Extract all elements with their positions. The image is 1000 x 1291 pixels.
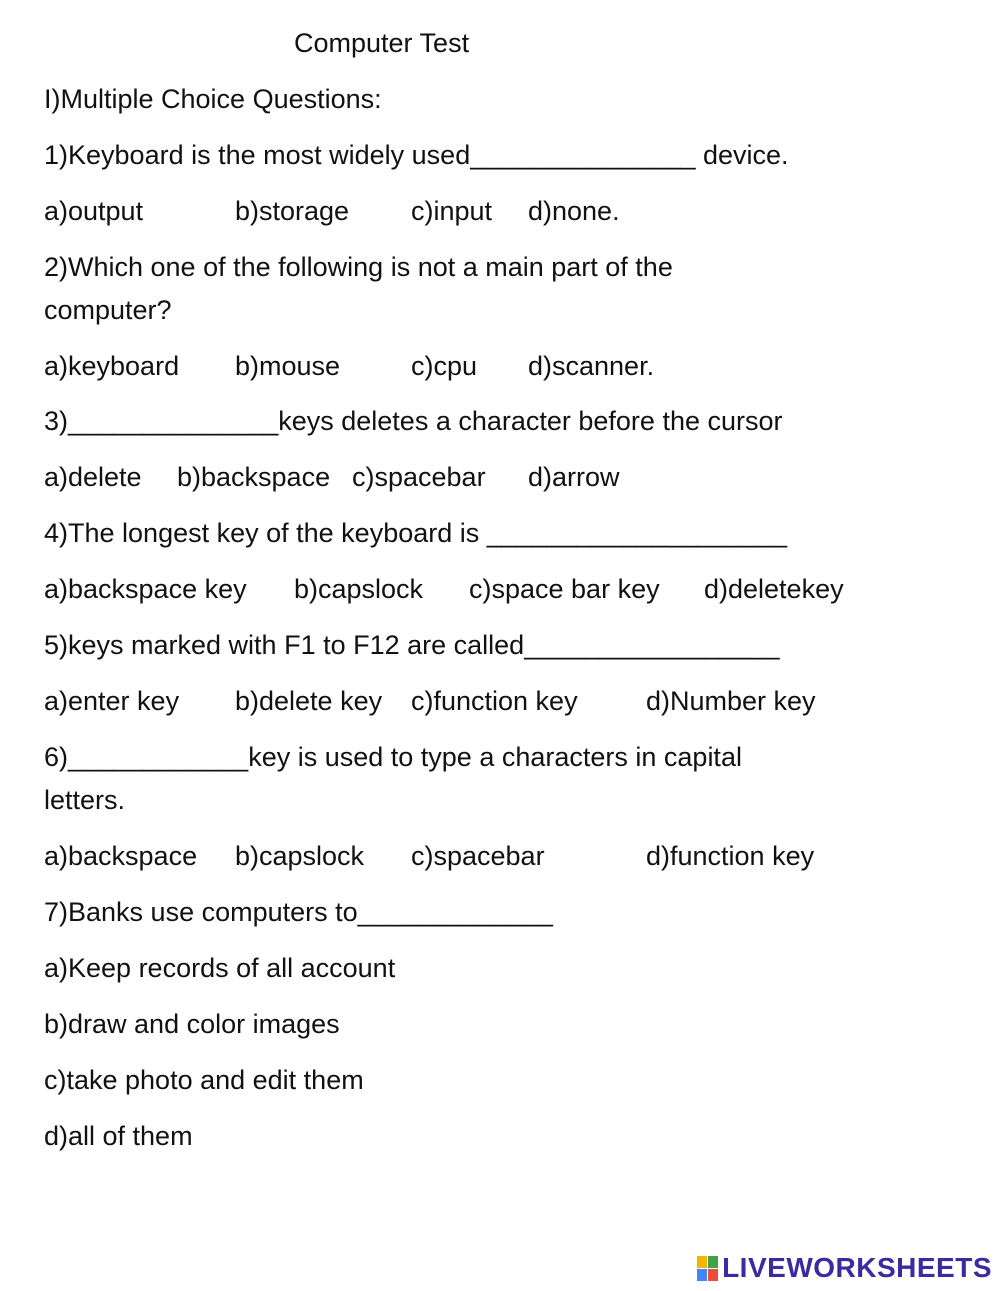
option-a[interactable]: a)enter key — [44, 686, 180, 716]
option-a[interactable]: a)output — [44, 196, 144, 226]
option-b[interactable]: b)mouse — [235, 351, 341, 381]
logo-text: LIVEWORKSHEETS — [722, 1252, 992, 1283]
logo-mark-icon — [697, 1256, 718, 1281]
option-b[interactable]: b)capslock — [294, 574, 424, 604]
option-d[interactable]: d)deletekey — [704, 574, 844, 604]
question-2: 2)Which one of the following is not a main part of the — [44, 252, 673, 282]
logo-square — [697, 1256, 707, 1268]
question-3: 3)______________keys deletes a character before the cursor — [44, 406, 783, 436]
option-b[interactable]: b)delete key — [235, 686, 383, 716]
option-a[interactable]: a)backspace key — [44, 574, 247, 604]
option-a[interactable]: a)Keep records of all account — [44, 953, 396, 983]
option-d[interactable]: d)arrow — [528, 462, 620, 492]
option-c[interactable]: c)input — [411, 196, 493, 226]
question-4: 4)The longest key of the keyboard is ____________________ — [44, 518, 788, 548]
option-a[interactable]: a)delete — [44, 462, 142, 492]
option-c[interactable]: c)spacebar — [352, 462, 486, 492]
option-d[interactable]: d)function key — [646, 841, 815, 871]
question-2-continued: computer? — [44, 295, 172, 325]
question-5: 5)keys marked with F1 to F12 are called_________________ — [44, 630, 780, 660]
option-a[interactable]: a)keyboard — [44, 351, 180, 381]
option-a[interactable]: a)backspace — [44, 841, 198, 871]
option-c[interactable]: c)cpu — [411, 351, 478, 381]
question-6: 6)____________key is used to type a characters in capital — [44, 742, 742, 772]
logo-square — [708, 1256, 718, 1268]
section-heading: I)Multiple Choice Questions: — [44, 84, 382, 114]
logo-square — [708, 1269, 718, 1281]
option-b[interactable]: b)backspace — [177, 462, 331, 492]
page-title: Computer Test — [294, 28, 470, 58]
option-c[interactable]: c)take photo and edit them — [44, 1065, 364, 1095]
option-c[interactable]: c)function key — [411, 686, 578, 716]
question-1: 1)Keyboard is the most widely used_______________ device. — [44, 140, 789, 170]
option-d[interactable]: d)scanner. — [528, 351, 655, 381]
option-c[interactable]: c)space bar key — [469, 574, 660, 604]
option-d[interactable]: d)Number key — [646, 686, 816, 716]
option-d[interactable]: d)none. — [528, 196, 620, 226]
liveworksheets-logo — [697, 1251, 992, 1285]
question-6-continued: letters. — [44, 785, 126, 815]
option-b[interactable]: b)draw and color images — [44, 1009, 340, 1039]
option-b[interactable]: b)storage — [235, 196, 350, 226]
question-7: 7)Banks use computers to_____________ — [44, 897, 553, 927]
option-c[interactable]: c)spacebar — [411, 841, 545, 871]
option-b[interactable]: b)capslock — [235, 841, 365, 871]
option-d[interactable]: d)all of them — [44, 1121, 193, 1151]
logo-square — [697, 1269, 707, 1281]
